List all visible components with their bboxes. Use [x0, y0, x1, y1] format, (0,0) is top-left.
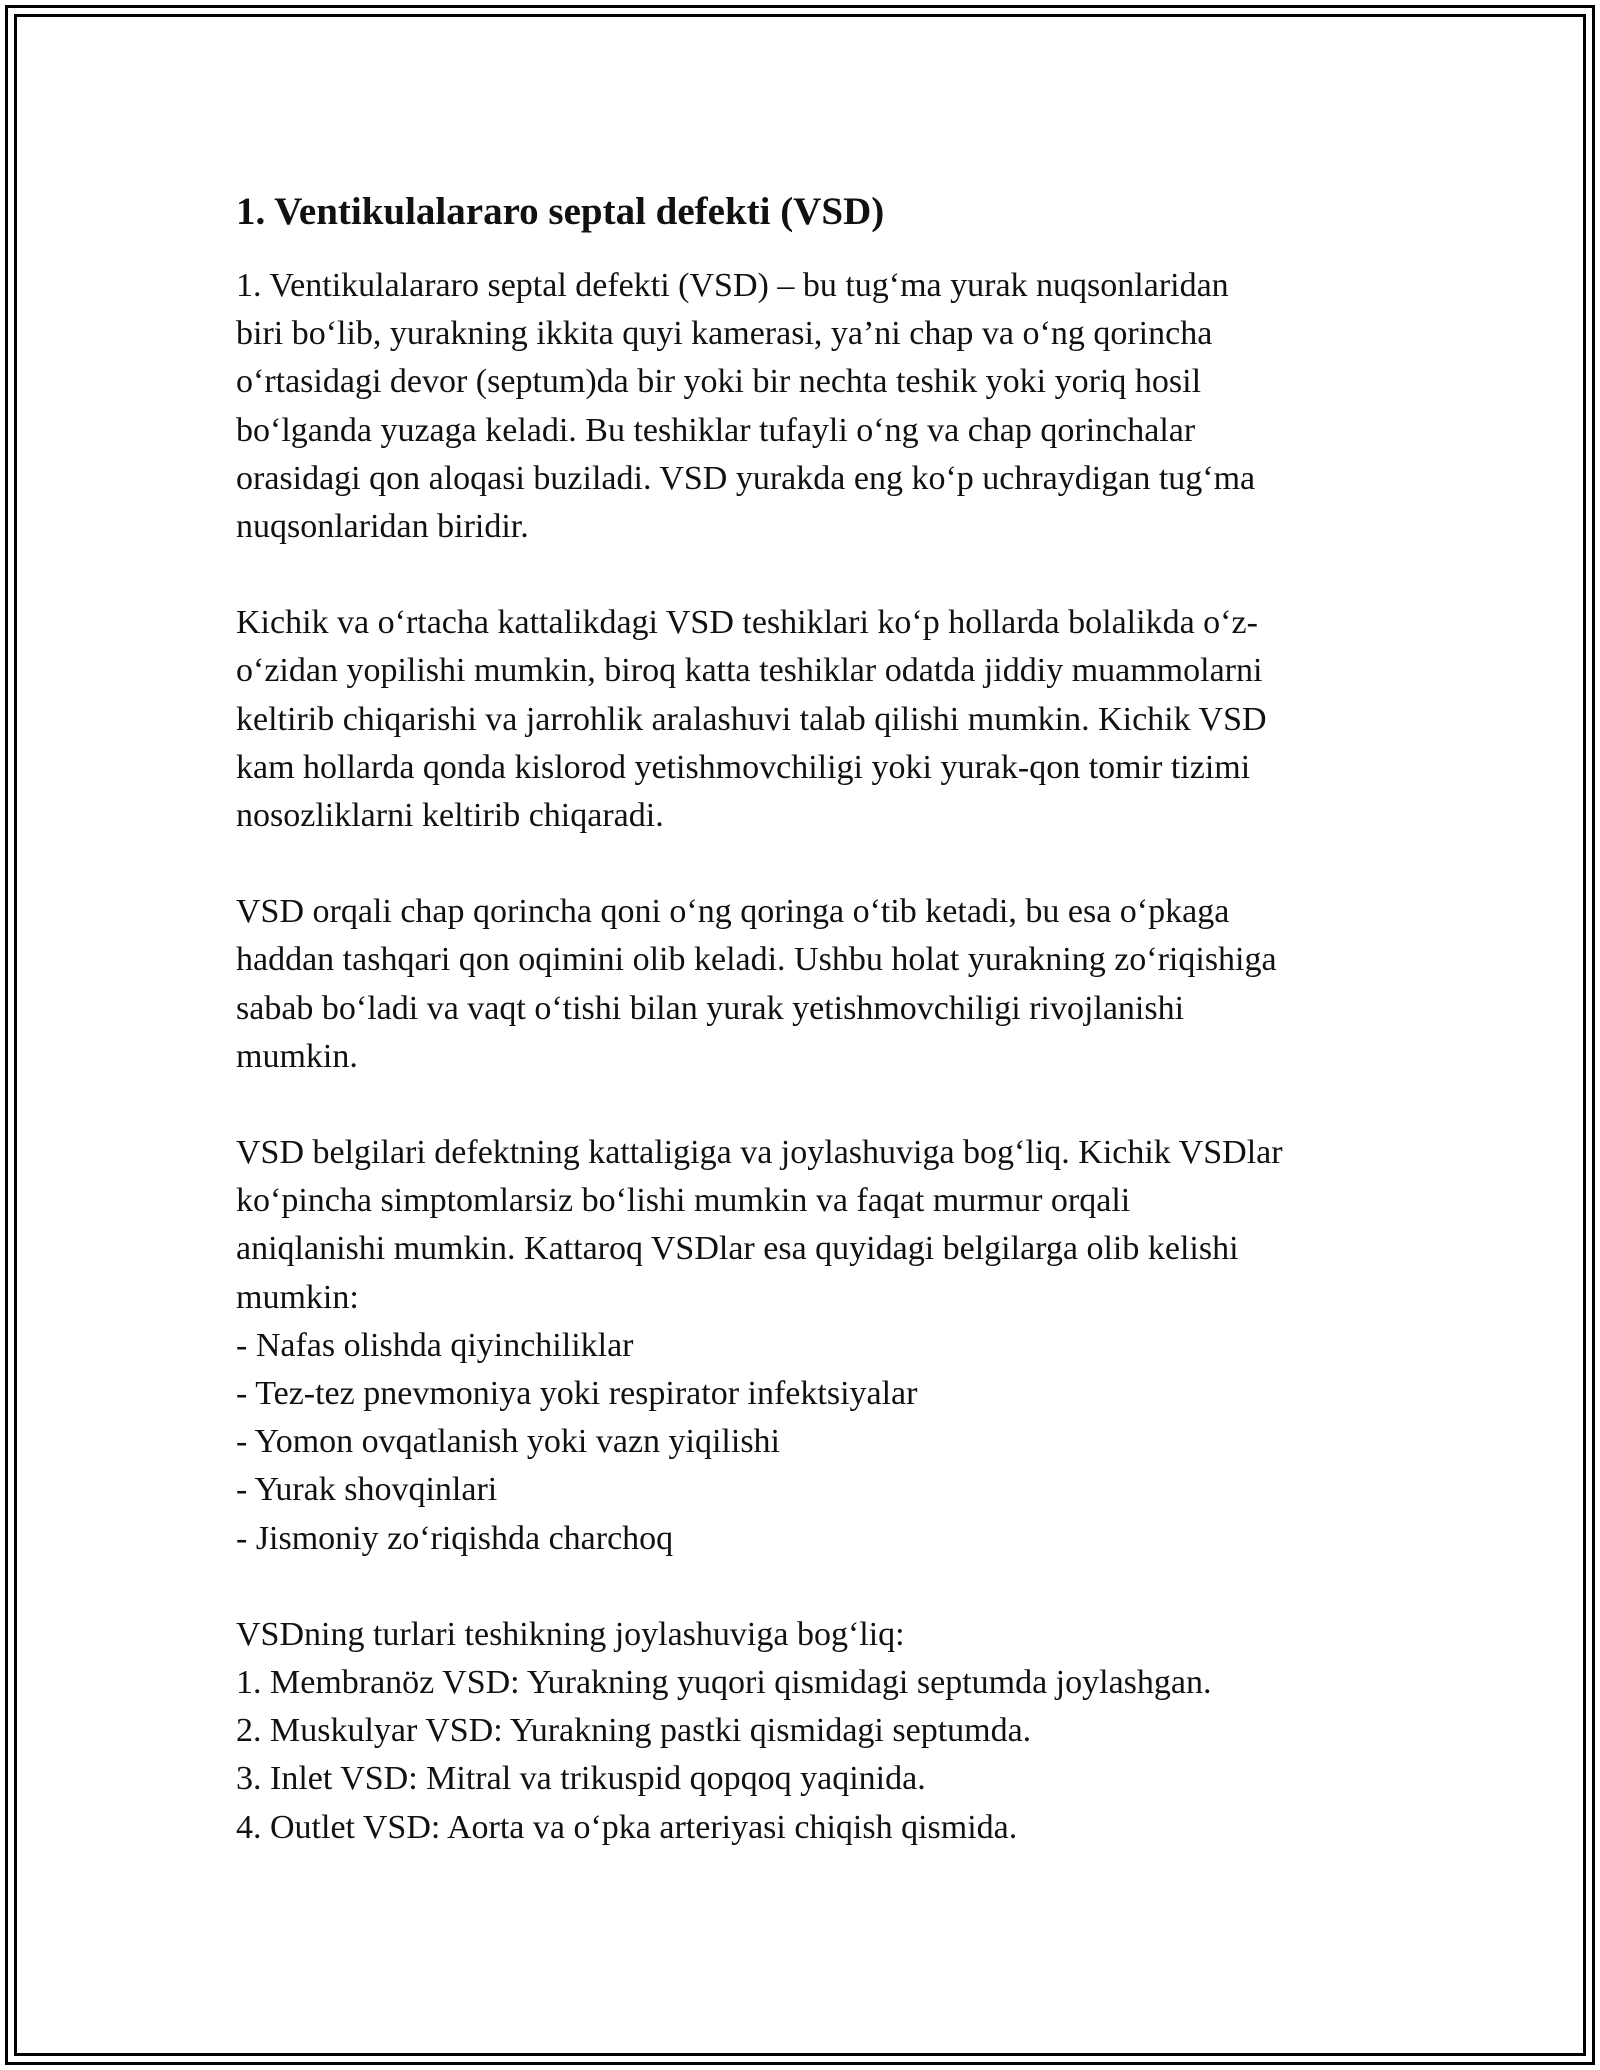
text-line: VSD orqali chap qorincha qoni o‘ng qoringa o‘tib ketadi, bu esa o‘pkaga: [236, 893, 1230, 931]
text-line: aniqlanishi mumkin. Kattaroq VSDlar esa quyidagi belgilarga olib kelishi: [236, 1230, 1239, 1268]
paragraph-blood-flow: [236, 888, 1386, 1081]
text-line: o‘rtasidagi devor (septum)da bir yoki bir nechta teshik yoki yoriq hosil: [236, 363, 1202, 401]
text-line: VSD belgilari defektning kattaligiga va joylashuviga bog‘liq. Kichik VSDlar: [236, 1134, 1283, 1172]
text-line: keltirib chiqarishi va jarrohlik aralashuvi talab qilishi mumkin. Kichik VSD: [236, 700, 1267, 738]
list-item: 3. Inlet VSD: Mitral va trikuspid qopqoq yaqinida.: [236, 1760, 926, 1798]
paragraph-closure: [236, 599, 1386, 840]
text-line: nosozliklarni keltirib chiqaradi.: [236, 797, 664, 835]
list-item: 1. Membranöz VSD: Yurakning yuqori qismidagi septumda joylashgan.: [236, 1664, 1212, 1702]
text-line: orasidagi qon aloqasi buziladi. VSD yurakda eng ko‘p uchraydigan tug‘ma: [236, 459, 1256, 497]
text-line: haddan tashqari qon oqimini olib keladi. Ushbu holat yurakning zo‘riqishiga: [236, 941, 1277, 979]
paragraph-types: [236, 1611, 1386, 1852]
text-line: nuqsonlaridan biridir.: [236, 508, 529, 546]
document-title: 1. Ventikulalararo septal defekti (VSD): [236, 190, 885, 233]
text-line: bo‘lganda yuzaga keladi. Bu teshiklar tufayli o‘ng va chap qorinchalar: [236, 411, 1196, 449]
text-line: mumkin.: [236, 1037, 358, 1075]
list-item: - Jismoniy zo‘riqishda charchoq: [236, 1519, 674, 1557]
text-line: biri bo‘lib, yurakning ikkita quyi kamerasi, ya’ni chap va o‘ng qorincha: [236, 315, 1213, 353]
list-item: - Nafas olishda qiyinchiliklar: [236, 1326, 634, 1364]
list-item: - Tez-tez pnevmoniya yoki respirator infektsiyalar: [236, 1375, 918, 1413]
text-line: o‘zidan yopilishi mumkin, biroq katta teshiklar odatda jiddiy muammolarni: [236, 652, 1263, 690]
text-line: VSDning turlari teshikning joylashuviga bog‘liq:: [236, 1615, 905, 1653]
list-item: 4. Outlet VSD: Aorta va o‘pka arteriyasi chiqish qismida.: [236, 1808, 1018, 1846]
document-body: [236, 186, 1386, 1852]
text-line: kam hollarda qonda kislorod yetishmovchiligi yoki yurak-qon tomir tizimi: [236, 748, 1251, 786]
list-item: - Yurak shovqinlari: [236, 1471, 498, 1509]
text-line: Kichik va o‘rtacha kattalikdagi VSD teshiklari ko‘p hollarda bolalikda o‘z-: [236, 604, 1258, 642]
paragraph-list: [236, 262, 1386, 1852]
text-line: mumkin:: [236, 1278, 359, 1316]
list-item: 2. Muskulyar VSD: Yurakning pastki qismidagi septumda.: [236, 1712, 1032, 1750]
paragraph-symptoms: [236, 1129, 1386, 1563]
list-item: - Yomon ovqatlanish yoki vazn yiqilishi: [236, 1423, 780, 1461]
text-line: 1. Ventikulalararo septal defekti (VSD) – bu tug‘ma yurak nuqsonlaridan: [236, 267, 1229, 304]
text-line: sabab bo‘ladi va vaqt o‘tishi bilan yurak yetishmovchiligi rivojlanishi: [236, 989, 1185, 1027]
paragraph-definition: [236, 262, 1386, 551]
text-line: ko‘pincha simptomlarsiz bo‘lishi mumkin va faqat murmur orqali: [236, 1182, 1131, 1220]
